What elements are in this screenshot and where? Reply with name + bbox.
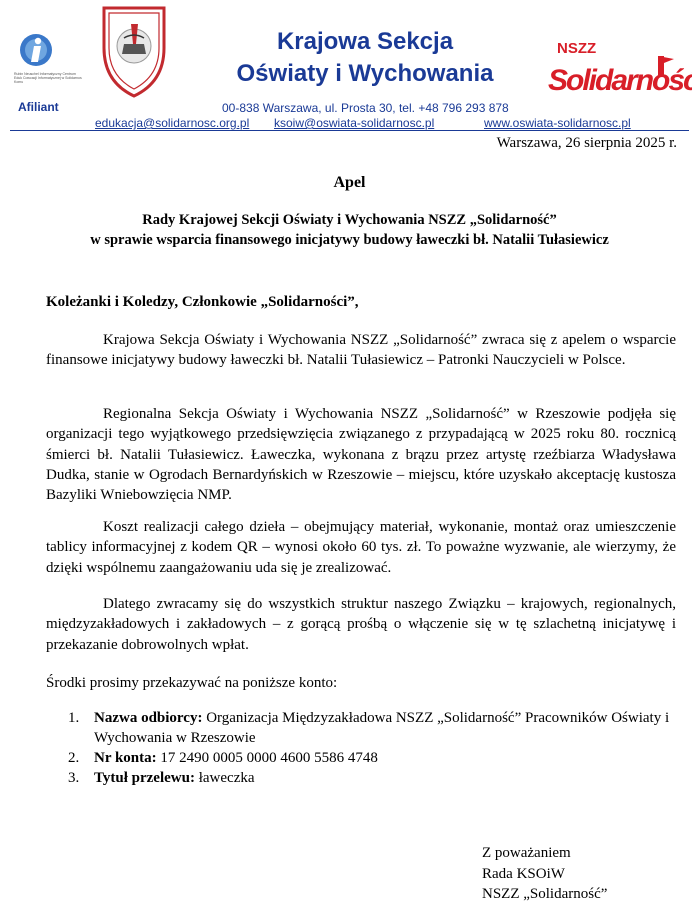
- letter-date: Warszawa, 26 sierpnia 2025 r.: [496, 135, 677, 151]
- list-value: Organizacja Międzyzakładowa NSZZ „Solidarność” Pracowników Oświaty i Wychowania w Rzeszowie: [94, 710, 670, 746]
- letter-greeting: Koleżanki i Koledzy, Członkowie „Solidarności”,: [46, 294, 359, 310]
- paragraph-5: [46, 673, 686, 693]
- letter-subtitle-line1: Rady Krajowej Sekcji Oświaty i Wychowania NSZZ „Solidarność”: [142, 212, 557, 228]
- closing-line: NSZZ „Solidarność”: [482, 886, 608, 902]
- address-line: 00-838 Warszawa, ul. Prosta 30, tel. +48 796 293 878: [222, 101, 509, 115]
- info-logo-caption: Rubin Neuschel Informatyczny Centrum Eduk Cowcacji Informatycznej w Solidarnos Komu: [14, 72, 82, 84]
- list-label: Nazwa odbiorcy:: [94, 710, 203, 726]
- svg-text:Solidarność: Solidarność: [548, 64, 692, 94]
- paragraph-2: [46, 404, 676, 505]
- paragraph-4-text: Dlatego zwracamy się do wszystkich struktur naszego Związku – krajowych, regionalnych, międzyzakładowych i zakładowych – z gorącą prośbą o włączenie się w tę szlachetną inicjatywę i przekazanie dobrowolnych wpłat.: [46, 596, 676, 653]
- website-link[interactable]: www.oswiata-solidarnosc.pl: [484, 116, 631, 130]
- closing-line: Rada KSOiW: [482, 865, 565, 882]
- list-item: [68, 768, 688, 788]
- nszz-label: NSZZ: [557, 40, 597, 57]
- list-label: Nr konta:: [94, 750, 157, 766]
- list-number: 3.: [68, 770, 80, 786]
- payment-details-list: [68, 708, 688, 788]
- letter-subtitle-line2: w sprawie wsparcia finansowego inicjatywy budowy ławeczki bł. Natalii Tułasiewicz: [90, 232, 609, 248]
- list-value: 17 2490 0005 0000 4600 5586 4748: [156, 750, 378, 766]
- paragraph-1-text: Krajowa Sekcja Oświaty i Wychowania NSZZ „Solidarność” zwraca się z apelem o wsparcie finansowe inicjatywy budowy ławeczki bł. Natalii Tułasiewicz – Patronki Nauczycieli w Polsce.: [46, 332, 676, 369]
- paragraph-2-text: Regionalna Sekcja Oświaty i Wychowania NSZZ „Solidarność” w Rzeszowie podjęła się organizacji tego wyjątkowego przedsięwzięcia związanego z przypadającą w 2025 roku 80. rocznicą śmierci bł. Natalii Tułasiewicz. Ławeczka, wykonana z brązu przez artystę rzeźbiarza Władysława Dudka, stanie w Ogrodach Bernardyńskich w Rzeszowie – miejscu, które uzyskało akceptację kustosza Bazyliki Wniebowzięcia NMP.: [46, 406, 676, 504]
- email-link-edukacja[interactable]: edukacja@solidarnosc.org.pl: [95, 116, 250, 130]
- list-number: 1.: [68, 710, 80, 726]
- list-label: Tytuł przelewu:: [94, 770, 195, 786]
- list-value: ławeczka: [194, 770, 255, 786]
- organization-title-line1: Krajowa Sekcja: [276, 28, 454, 55]
- paragraph-4: [46, 594, 676, 655]
- letter-closing: [482, 843, 607, 905]
- list-item: [68, 708, 688, 748]
- organization-title-line2: Oświaty i Wychowania: [236, 60, 494, 87]
- afiliant-label: Afiliant: [18, 100, 59, 114]
- paragraph-5-text: Środki prosimy przekazywać na poniższe konto:: [46, 675, 338, 691]
- closing-line: Z poważaniem: [482, 845, 571, 861]
- email-link-ksoiw[interactable]: ksoiw@oswiata-solidarnosc.pl: [274, 116, 435, 130]
- paragraph-3: [46, 517, 676, 578]
- header-divider: [10, 130, 689, 131]
- solidarnosc-logo: [546, 56, 692, 99]
- letter-heading: Apel: [333, 174, 366, 191]
- list-item: [68, 748, 688, 768]
- kso-emblem-logo: [98, 4, 170, 103]
- paragraph-1: [46, 330, 676, 371]
- paragraph-3-text: Koszt realizacji całego dzieła – obejmujący materiał, wykonanie, montaż oraz umieszczenie tablicy informacyjnej z kodem QR – wynosi około 60 tys. zł. To poważne wyzwanie, ale wierzymy, że dzięki wspólnemu zaangażowaniu uda się je zrealizować.: [46, 519, 676, 576]
- list-number: 2.: [68, 750, 80, 766]
